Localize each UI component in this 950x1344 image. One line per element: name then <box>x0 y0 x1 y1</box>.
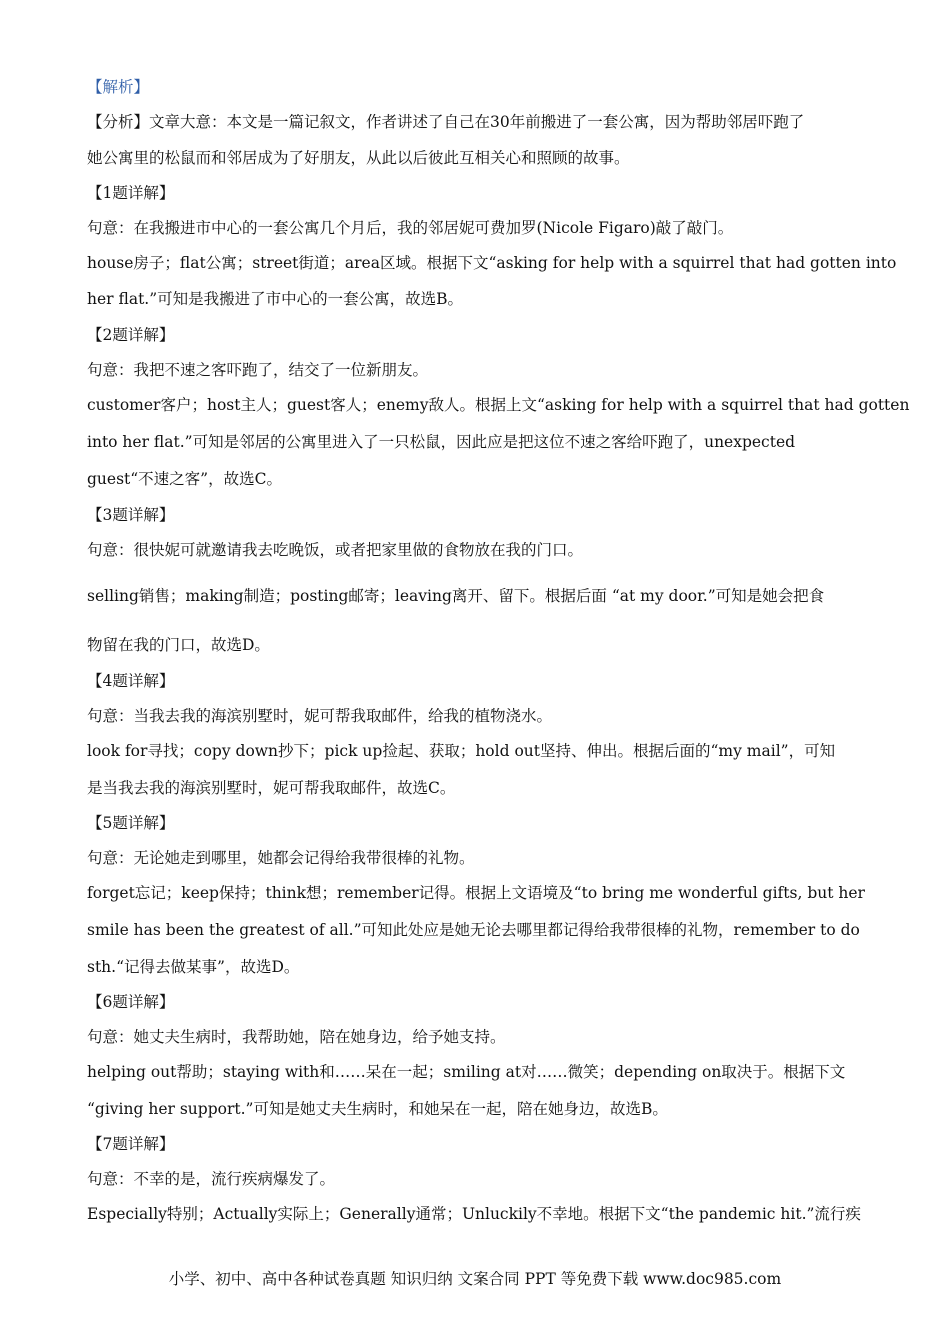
question-4-line-1: 句意：当我去我的海滨别墅时，妮可帮我取邮件，给我的植物浇水。 <box>87 707 553 725</box>
question-5-line-3: smile has been the greatest of all.”可知此处应是她无论去哪里都记得给我带很棒的礼物，remember to do <box>87 921 860 939</box>
question-6-line-2: helping out帮助；staying with和……呆在一起；smiling at对……微笑；depending on取决于。根据下文 <box>87 1063 846 1081</box>
question-5-heading: 【5题详解】 <box>87 814 175 832</box>
question-1-heading: 【1题详解】 <box>87 184 175 202</box>
question-3-heading: 【3题详解】 <box>87 506 175 524</box>
analysis-line-2: 她公寓里的松鼠而和邻居成为了好朋友，从此以后彼此互相关心和照顾的故事。 <box>87 149 630 167</box>
question-2-line-2: customer客户；host主人；guest客人；enemy敌人。根据上文“asking for help with a squirrel that had gotten <box>87 396 910 414</box>
question-5-line-1: 句意：无论她走到哪里，她都会记得给我带很棒的礼物。 <box>87 849 475 867</box>
question-7-line-1: 句意：不幸的是，流行疾病爆发了。 <box>87 1170 336 1188</box>
question-4-line-3: 是当我去我的海滨别墅时，妮可帮我取邮件，故选C。 <box>87 779 456 797</box>
question-5-line-2: forget忘记；keep保持；think想；remember记得。根据上文语境及“to bring me wonderful gifts, but her <box>87 884 865 902</box>
question-1-line-2: house房子；flat公寓；street街道；area区域。根据下文“asking for help with a squirrel that had gotten into <box>87 254 897 272</box>
question-2-line-3: into her flat.”可知是邻居的公寓里进入了一只松鼠，因此应是把这位不速之客给吓跑了，unexpected <box>87 433 796 451</box>
question-6-line-1: 句意：她丈夫生病时，我帮助她，陪在她身边，给予她支持。 <box>87 1028 506 1046</box>
question-7-line-2: Especially特别；Actually实际上；Generally通常；Unluckily不幸地。根据下文“the pandemic hit.”流行疾 <box>87 1205 861 1223</box>
question-2-line-1: 句意：我把不速之客吓跑了，结交了一位新朋友。 <box>87 361 429 379</box>
question-1-line-3: her flat.”可知是我搬进了市中心的一套公寓，故选B。 <box>87 290 464 308</box>
question-5-line-4: sth.“记得去做某事”，故选D。 <box>87 958 300 976</box>
section-header: 【解析】 <box>87 78 150 96</box>
question-2-heading: 【2题详解】 <box>87 326 175 344</box>
analysis-line-1: 【分析】文章大意：本文是一篇记叙文，作者讲述了自己在30年前搬进了一套公寓，因为帮助邻居吓跑了 <box>87 113 805 131</box>
question-7-heading: 【7题详解】 <box>87 1135 175 1153</box>
question-6-heading: 【6题详解】 <box>87 993 175 1011</box>
question-3-line-1: 句意：很快妮可就邀请我去吃晚饭，或者把家里做的食物放在我的门口。 <box>87 541 584 559</box>
question-6-line-3: “giving her support.”可知是她丈夫生病时，和她呆在一起，陪在她身边，故选B。 <box>87 1100 668 1118</box>
question-4-line-2: look for寻找；copy down抄下；pick up捡起、获取；hold out坚持、伸出。根据后面的“my mail”，可知 <box>87 742 836 760</box>
page-footer: 小学、初中、高中各种试卷真题 知识归纳 文案合同 PPT 等免费下载 www.doc985.com <box>168 1270 782 1288</box>
question-1-line-1: 句意：在我搬进市中心的一套公寓几个月后，我的邻居妮可费加罗(Nicole Figaro)敲了敲门。 <box>87 219 734 237</box>
question-4-heading: 【4题详解】 <box>87 672 175 690</box>
question-3-line-3: 物留在我的门口，故选D。 <box>87 636 270 654</box>
question-3-line-2: selling销售；making制造；posting邮寄；leaving离开、留下。根据后面 “at my door.”可知是她会把食 <box>87 587 825 605</box>
question-2-line-4: guest“不速之客”，故选C。 <box>87 470 282 488</box>
